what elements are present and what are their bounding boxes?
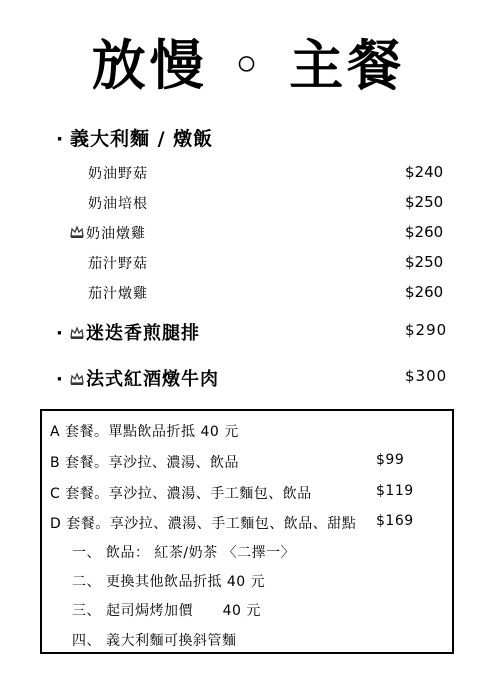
set-option-price: $119 [376, 483, 414, 499]
set-option [50, 421, 450, 443]
menu-item [0, 283, 497, 307]
set-option [50, 452, 450, 474]
bullet: · [56, 323, 64, 344]
pasta-heading [56, 124, 213, 151]
menu-item [0, 253, 497, 277]
bullet: · [56, 128, 65, 150]
menu-item-name: 奶油培根 [88, 196, 148, 212]
set-option-text: D 套餐。享沙拉、濃湯、手工麵包、飲品、甜點 [50, 516, 357, 532]
pasta-heading-label: 義大利麵 / 燉飯 [70, 128, 214, 150]
set-option-text: A 套餐。單點飲品折抵 40 元 [50, 424, 239, 440]
crown-icon [70, 372, 84, 386]
menu-item-price: $250 [405, 253, 444, 271]
bullet: · [56, 369, 64, 390]
set-option [50, 513, 450, 535]
menu-item-price: $260 [405, 283, 444, 301]
special-item [56, 319, 486, 347]
special-item [56, 365, 486, 393]
set-option-price: $99 [376, 452, 405, 468]
menu-item-name: 奶油野菇 [88, 166, 148, 182]
set-note: 二、 更換其他飲品折抵 40 元 [72, 574, 266, 590]
menu-item-price: $250 [405, 193, 444, 211]
set-option-price: $169 [376, 513, 414, 529]
menu-item [0, 163, 497, 187]
set-option-text: C 套餐。享沙拉、濃湯、手工麵包、飲品 [50, 486, 312, 502]
set-option [50, 483, 450, 505]
set-option-text: B 套餐。享沙拉、濃湯、飲品 [50, 455, 240, 471]
menu-item [0, 193, 497, 217]
special-item-name: 迷迭香煎腿排 [86, 323, 200, 344]
special-item-price: $290 [405, 321, 448, 339]
set-menu-box [40, 409, 454, 654]
set-note: 一、 飲品： 紅茶/奶茶 〈二擇一〉 [72, 545, 296, 561]
set-note: 四、 義大利麵可換斜管麵 [72, 633, 237, 649]
menu-item-price: $260 [405, 223, 444, 241]
page-title: 放慢 ◦ 主餐 [91, 33, 406, 97]
menu-item-name: 茄汁野菇 [88, 256, 148, 272]
crown-icon [70, 225, 84, 239]
special-item-name: 法式紅酒燉牛肉 [86, 369, 219, 390]
special-item-price: $300 [405, 367, 448, 385]
set-note: 三、 起司焗烤加價 40 元 [72, 603, 261, 619]
crown-icon [70, 326, 84, 340]
menu-item [0, 223, 497, 247]
menu-item-price: $240 [405, 163, 444, 181]
menu-item-name: 奶油燉雞 [70, 223, 146, 243]
menu-item-name: 茄汁燉雞 [88, 286, 148, 302]
